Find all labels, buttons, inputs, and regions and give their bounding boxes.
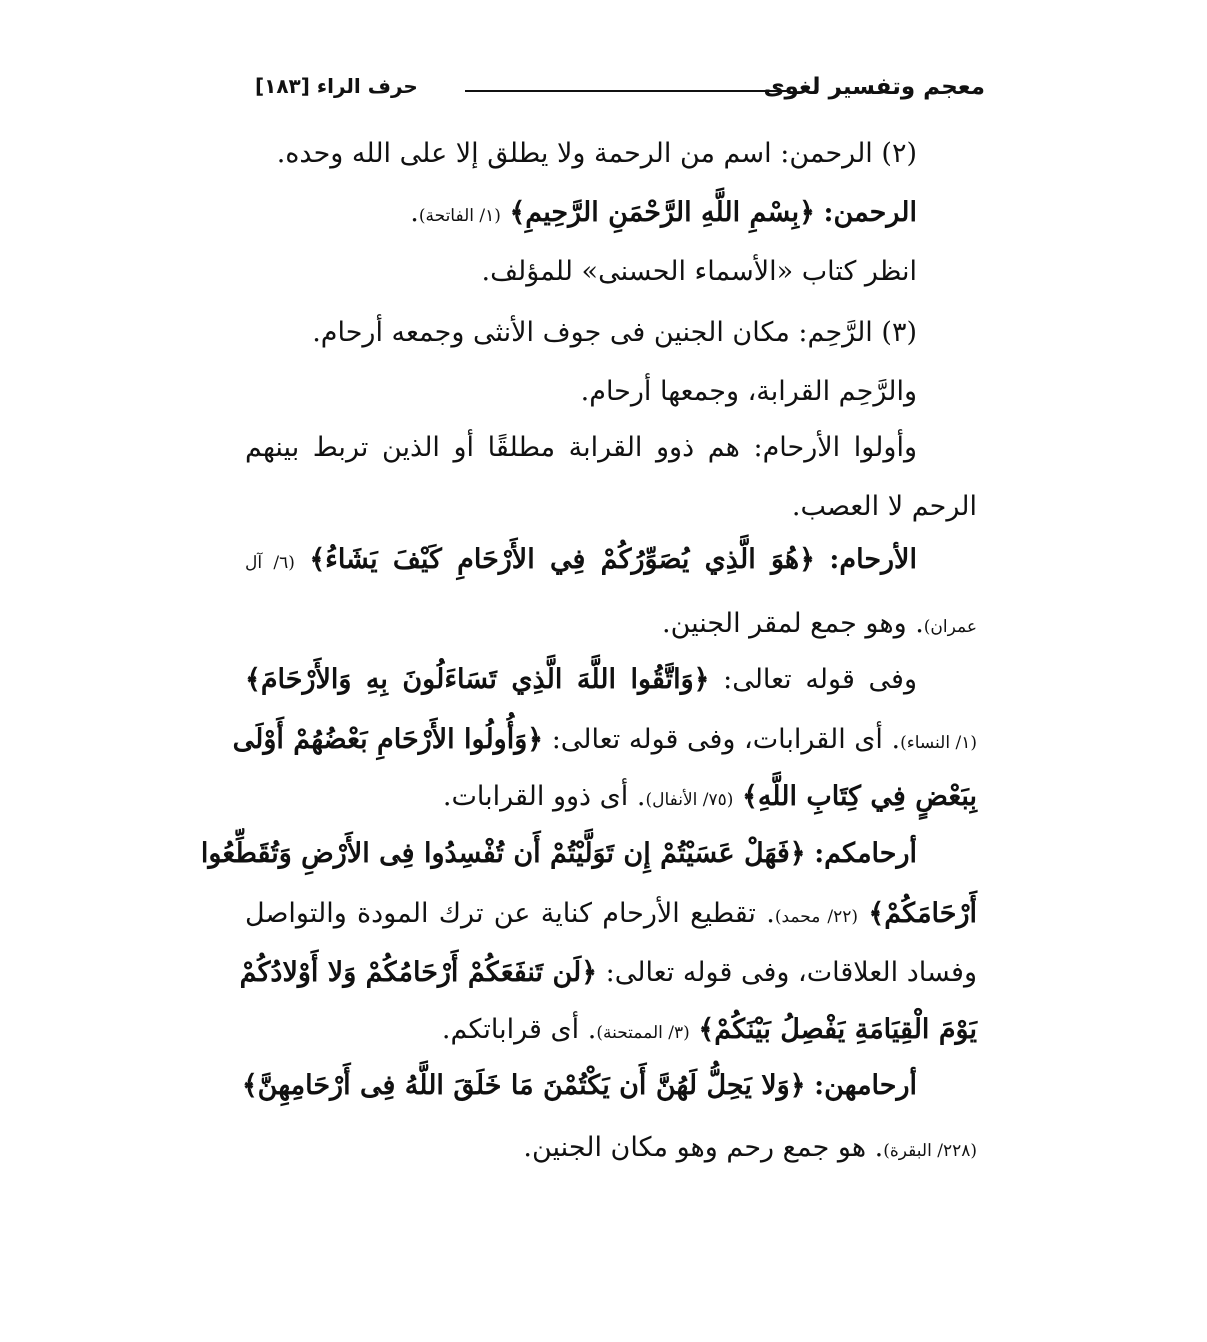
qawluhu-line-2 bbox=[232, 724, 977, 755]
explanation: . هو جمع رحم وهو مكان الجنين. bbox=[523, 1132, 884, 1163]
arhamihinna-line-1 bbox=[241, 1070, 917, 1101]
entry-3-line-2: والرَّحِم القرابة، وجمعها أرحام. bbox=[580, 376, 917, 407]
arhamihinna-line-2 bbox=[523, 1134, 977, 1161]
entry-2-quran-line bbox=[410, 199, 917, 226]
explanation: وفساد العلاقات، وفى قوله تعالى: bbox=[605, 957, 977, 988]
quran-verse: ﴿بِسْمِ اللَّهِ الرَّحْمَنِ الرَّحِيمِ﴾ bbox=[509, 197, 815, 228]
qawluhu-line-3 bbox=[443, 783, 977, 810]
verse-reference: (١/ النساء) bbox=[900, 733, 977, 753]
verse-reference: (١/ الفاتحة) bbox=[418, 206, 501, 226]
entry-3-line-3: وأولوا الأرحام: هم ذوو القرابة مطلقًا أو الذين تربط بينهم bbox=[245, 432, 917, 463]
arhamakum-line-2 bbox=[245, 900, 977, 927]
entry-2-definition: (٢) الرحمن: اسم من الرحمة ولا يطلق إلا على الله وحده. bbox=[276, 138, 917, 169]
explanation: . أى القرابات، وفى قوله تعالى: bbox=[551, 724, 901, 755]
entry-2-note: انظر كتاب «الأسماء الحسنى» للمؤلف. bbox=[481, 256, 917, 287]
verse-reference: (٢٢/ محمد) bbox=[774, 907, 859, 927]
verse-reference: عمران) bbox=[923, 617, 977, 637]
book-title: معجم وتفسير لغوى bbox=[763, 74, 985, 100]
explanation: . وهو جمع لمقر الجنين. bbox=[662, 608, 924, 639]
quran-verse: ﴿وَأُولُوا الأَرْحَامِ بَعْضُهُمْ أَوْلَى bbox=[232, 724, 544, 755]
arhamakum-line-3 bbox=[239, 957, 977, 988]
qawluhu-line-1 bbox=[245, 666, 917, 693]
headword: الرحمن: bbox=[823, 197, 917, 228]
arham-quran-line bbox=[245, 546, 917, 573]
entry-3-line-4: الرحم لا العصب. bbox=[791, 491, 977, 522]
section-and-page-number: حرف الراء [١٨٣] bbox=[255, 74, 418, 98]
headword: الأرحام: bbox=[829, 544, 917, 575]
verse-reference: (٢٢٨/ البقرة) bbox=[883, 1141, 977, 1161]
headword: أرحامهن: bbox=[814, 1070, 917, 1101]
arhamakum-line-1 bbox=[200, 838, 917, 869]
quran-verse: أَرْحَامَكُمْ﴾ bbox=[868, 898, 977, 929]
quran-verse: يَوْمَ الْقِيَامَةِ يَفْصِلُ بَيْنَكُمْ﴾ bbox=[698, 1014, 977, 1045]
arhamakum-line-4 bbox=[442, 1016, 977, 1043]
running-header bbox=[255, 72, 985, 110]
quran-verse: ﴿فَهَلْ عَسَيْتُمْ إِن تَوَلَّيْتُمْ أَن تُفْسِدُوا فِى الأَرْضِ وَتُقَطِّعُوا bbox=[200, 838, 806, 869]
header-rule bbox=[465, 90, 787, 92]
explanation: . أى ذوو القرابات. bbox=[442, 781, 646, 812]
arham-line-2 bbox=[662, 610, 977, 637]
punctuation: . bbox=[410, 197, 419, 228]
quran-verse: ﴿هُوَ الَّذِي يُصَوِّرُكُمْ فِي الأَرْحَامِ كَيْفَ يَشَاءُ﴾ bbox=[309, 544, 815, 575]
quran-verse: ﴿لَن تَنفَعَكُمْ أَرْحَامُكُمْ وَلا أَوْلادُكُمْ bbox=[239, 957, 598, 988]
verse-reference: (٦/ آل bbox=[245, 553, 295, 573]
quran-verse: ﴿وَلا يَحِلُّ لَهُنَّ أَن يَكْتُمْنَ مَا خَلَقَ اللَّهُ فِى أَرْحَامِهِنَّ﴾ bbox=[241, 1070, 806, 1101]
explanation: . تقطيع الأرحام كناية عن ترك المودة والتواصل bbox=[245, 898, 775, 929]
verse-reference: (٧٥/ الأنفال) bbox=[645, 790, 734, 810]
headword: أرحامكم: bbox=[814, 838, 917, 869]
quran-verse: ﴿وَاتَّقُوا اللَّهَ الَّذِي تَسَاءَلُونَ بِهِ وَالأَرْحَامَ﴾ bbox=[245, 664, 710, 695]
lead-text: وفى قوله تعالى: bbox=[723, 664, 917, 695]
quran-verse: بِبَعْضٍ فِي كِتَابِ اللَّهِ﴾ bbox=[742, 781, 977, 812]
explanation: . أى قراباتكم. bbox=[441, 1014, 597, 1045]
entry-3-definition: (٣) الرَّحِم: مكان الجنين فى جوف الأنثى وجمعه أرحام. bbox=[312, 317, 917, 348]
verse-reference: (٣/ الممتحنة) bbox=[596, 1023, 690, 1043]
